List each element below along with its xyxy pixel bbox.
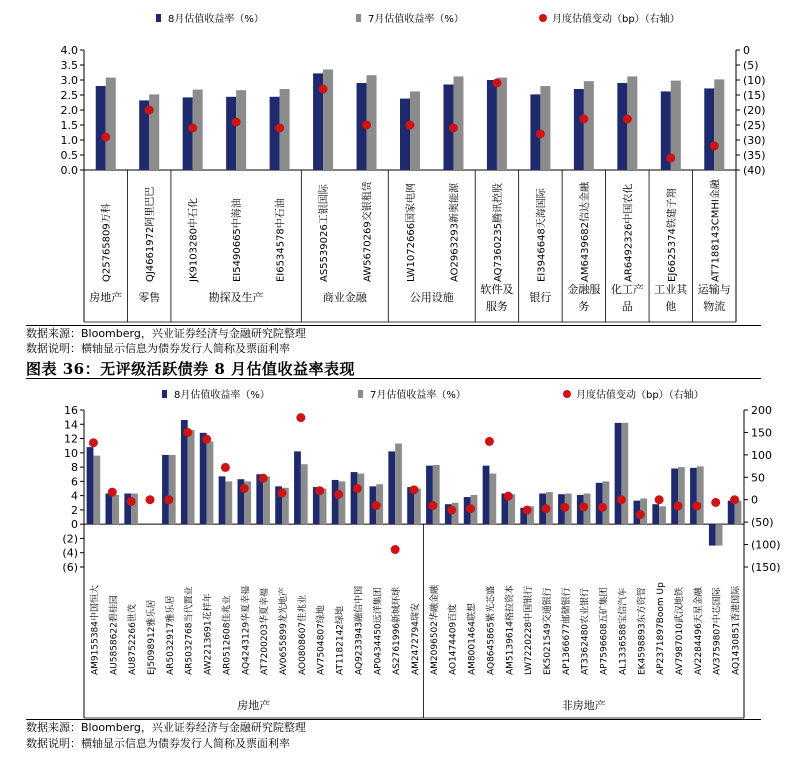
change-dot bbox=[334, 490, 343, 499]
bar-jul bbox=[323, 70, 333, 171]
bar-aug bbox=[690, 468, 697, 524]
legend-label-1: 8月估值收益率（%） bbox=[168, 14, 264, 25]
group-label: 务 bbox=[578, 300, 590, 313]
bar-aug bbox=[200, 433, 207, 524]
bar-aug bbox=[351, 472, 358, 524]
category-label: AO2963293新奥能源 bbox=[449, 182, 461, 282]
y2-tick-label: 200 bbox=[751, 404, 772, 417]
bar-jul bbox=[188, 430, 195, 524]
change-dot bbox=[183, 428, 192, 437]
category-label: AM9155384中国恒大 bbox=[90, 584, 101, 675]
bar-aug bbox=[709, 524, 716, 545]
change-dot bbox=[164, 495, 173, 504]
y-tick-label: 3.5 bbox=[60, 59, 78, 72]
change-dot bbox=[692, 501, 701, 510]
legend-swatch-1 bbox=[156, 14, 161, 22]
category-label: EJ6625374铁建子翔 bbox=[666, 188, 678, 282]
bar-aug bbox=[87, 447, 94, 524]
category-label: AV3759807中芯国际 bbox=[712, 587, 723, 675]
change-dot bbox=[188, 124, 197, 133]
category-label: AW5670269交银租赁 bbox=[362, 181, 374, 282]
category-label: AT7200203华夏幸福 bbox=[260, 587, 271, 675]
category-label: AP2371897Boom Up bbox=[656, 582, 667, 675]
bar-aug bbox=[183, 97, 193, 170]
y-tick-label: 4.0 bbox=[60, 44, 78, 57]
change-dot bbox=[221, 463, 230, 472]
bar-jul bbox=[497, 78, 507, 170]
y2-tick-label: (15) bbox=[743, 89, 766, 102]
change-dot bbox=[353, 484, 362, 493]
group-label: 服务 bbox=[485, 300, 508, 313]
y-tick-label: 3.0 bbox=[60, 74, 78, 87]
group-label: 软件及 bbox=[480, 283, 514, 296]
y2-tick-label: (5) bbox=[743, 59, 759, 72]
category-label: AR0512608佳兆业 bbox=[222, 595, 233, 675]
bar-jul bbox=[169, 455, 176, 524]
category-label: AP1366677邮储银行 bbox=[561, 587, 572, 675]
y-tick-label: 10 bbox=[64, 446, 78, 460]
change-dot bbox=[410, 485, 419, 494]
change-dot bbox=[89, 438, 98, 447]
y2-tick-label: 0 bbox=[743, 44, 750, 57]
bar-jul bbox=[735, 501, 742, 525]
change-dot bbox=[202, 435, 211, 444]
change-dot bbox=[391, 545, 400, 554]
change-dot bbox=[319, 85, 328, 94]
y2-tick-label: 50 bbox=[751, 471, 765, 485]
y2-tick-label: (100) bbox=[751, 538, 781, 552]
change-dot bbox=[127, 497, 136, 506]
category-label: AR6492326中国农化 bbox=[623, 183, 635, 282]
group-label: 品 bbox=[621, 300, 633, 313]
change-dot bbox=[598, 503, 607, 512]
bar-jul bbox=[489, 474, 496, 525]
bar-jul bbox=[410, 91, 420, 170]
category-label: EI5490665中海油 bbox=[232, 198, 244, 282]
bar-jul bbox=[207, 441, 214, 524]
change-dot bbox=[504, 492, 513, 501]
y-tick-label: 2.5 bbox=[60, 89, 78, 102]
chart2-note: 数据说明：横轴显示信息为债券发行人简称及票面利率 bbox=[26, 737, 290, 750]
category-label: AO1474409百度 bbox=[448, 603, 459, 675]
category-label: AP7596608五矿集团 bbox=[599, 587, 610, 675]
y2-tick-label: (150) bbox=[751, 561, 781, 574]
change-dot bbox=[278, 488, 287, 497]
change-dot bbox=[466, 504, 475, 513]
bar-aug bbox=[219, 476, 226, 524]
category-label: LW7220228中国银行 bbox=[524, 585, 535, 675]
category-label: AU5858622碧桂园 bbox=[109, 595, 120, 675]
legend-swatch-3 bbox=[539, 14, 547, 22]
group-label: 物流 bbox=[703, 300, 726, 313]
category-label: AV7504807绿地 bbox=[316, 605, 327, 675]
y-tick-label: (2) bbox=[62, 532, 78, 546]
bar-jul bbox=[584, 81, 594, 170]
category-label: JK9103280中石化 bbox=[188, 197, 200, 282]
group-label: 金融服 bbox=[567, 283, 601, 296]
change-dot bbox=[579, 502, 588, 511]
category-label: AT1182142绿地 bbox=[335, 605, 346, 675]
y-tick-label: 1.0 bbox=[60, 134, 78, 147]
category-label: AM6439682信达金融 bbox=[579, 181, 591, 282]
y2-tick-label: 100 bbox=[751, 448, 772, 462]
bar-jul bbox=[697, 466, 704, 524]
chart2-title: 图表 36：无评级活跃债券 8 月估值收益率表现 bbox=[26, 360, 355, 378]
bar-aug bbox=[270, 97, 280, 170]
divider-line bbox=[26, 325, 761, 326]
bar-jul bbox=[433, 465, 440, 524]
change-dot bbox=[536, 130, 545, 139]
bar-jul bbox=[678, 467, 685, 524]
bar-jul bbox=[301, 464, 308, 524]
group-label: 勘探及生产 bbox=[208, 291, 264, 304]
bar-jul bbox=[659, 506, 666, 524]
change-dot bbox=[362, 121, 371, 130]
y2-tick-label: (40) bbox=[743, 164, 766, 177]
change-dot bbox=[560, 503, 569, 512]
category-label: AU8752266世茂 bbox=[128, 604, 139, 675]
category-label: AT3362480农业银行 bbox=[580, 587, 591, 675]
y-tick-label: 0.5 bbox=[60, 149, 78, 162]
category-label: EI6534578中石油 bbox=[275, 198, 287, 282]
bar-jul bbox=[621, 423, 628, 524]
y2-tick-label: (20) bbox=[743, 104, 766, 117]
divider-line bbox=[26, 719, 761, 720]
change-dot bbox=[711, 498, 720, 507]
category-label: QJ4661972阿里巴巴 bbox=[145, 186, 157, 282]
y-tick-label: 8 bbox=[71, 461, 78, 475]
bar-jul bbox=[714, 79, 724, 170]
legend-label-2: 7月估值收益率（%） bbox=[368, 14, 464, 25]
bar-jul bbox=[225, 481, 232, 524]
category-label: AM5139614格拉资本 bbox=[505, 584, 516, 675]
bar-jul bbox=[263, 476, 270, 524]
legend-swatch-2 bbox=[358, 390, 363, 398]
category-label: AV2284496天星金融 bbox=[693, 587, 704, 675]
group-label: 他 bbox=[665, 300, 677, 313]
bar-jul bbox=[149, 94, 159, 170]
change-dot bbox=[674, 501, 683, 510]
change-dot bbox=[485, 437, 494, 446]
category-label: AQ8645865紫光芯盛 bbox=[486, 585, 497, 675]
change-dot bbox=[730, 495, 739, 504]
category-label: EK5021549交通银行 bbox=[543, 587, 553, 675]
change-dot bbox=[542, 504, 551, 513]
y-tick-label: 6 bbox=[71, 475, 78, 489]
category-label: LW1072666国家电网 bbox=[406, 182, 417, 282]
y2-tick-label: (50) bbox=[751, 516, 774, 530]
bar-aug bbox=[332, 480, 339, 524]
bar-jul bbox=[603, 481, 610, 524]
chart1-source: 数据来源：Bloomberg，兴业证券经济与金融研究院整理 bbox=[26, 327, 306, 340]
change-dot bbox=[275, 124, 284, 133]
legend-swatch-2 bbox=[356, 14, 361, 22]
y-tick-label: 12 bbox=[64, 432, 78, 446]
legend-swatch-3 bbox=[563, 390, 571, 398]
bar-aug bbox=[226, 97, 236, 170]
category-label: AL1336588宝信汽车 bbox=[618, 587, 629, 675]
y-tick-label: 1.5 bbox=[60, 119, 78, 132]
bar-jul bbox=[540, 86, 550, 170]
change-dot bbox=[666, 154, 675, 163]
category-label: AQ9233943融信中国 bbox=[354, 585, 365, 675]
divider-line bbox=[26, 378, 761, 379]
change-dot bbox=[617, 495, 626, 504]
legend-label-3: 月度估值变动（bp）（右轴） bbox=[552, 14, 680, 25]
category-label: AV0655899龙光地产 bbox=[279, 587, 289, 675]
y-tick-label: 2 bbox=[71, 503, 78, 517]
change-dot bbox=[101, 133, 110, 142]
bar-jul bbox=[112, 495, 119, 524]
y2-tick-label: 0 bbox=[751, 493, 758, 507]
change-dot bbox=[655, 495, 664, 504]
y2-tick-label: (25) bbox=[743, 119, 766, 132]
bar-jul bbox=[339, 481, 346, 524]
change-dot bbox=[710, 142, 719, 151]
category-label: AV7987010武汉地铁 bbox=[675, 587, 685, 675]
group-label: 商业金融 bbox=[322, 291, 367, 304]
change-dot bbox=[492, 79, 501, 88]
bar-aug bbox=[388, 451, 395, 524]
bar-aug bbox=[162, 455, 169, 524]
y-tick-label: 0.0 bbox=[60, 164, 78, 177]
change-dot bbox=[447, 506, 456, 515]
change-dot bbox=[296, 413, 305, 422]
bar-aug bbox=[483, 466, 490, 525]
category-label: AQ4243129华夏幸福 bbox=[241, 585, 252, 675]
change-dot bbox=[623, 115, 632, 124]
category-label: AR5032768当代置业 bbox=[184, 586, 195, 675]
change-dot bbox=[428, 501, 437, 510]
group-label: 零售 bbox=[138, 291, 161, 304]
y-tick-label: (6) bbox=[62, 561, 78, 574]
category-label: Q25765809万科 bbox=[101, 203, 113, 282]
change-dot bbox=[145, 106, 154, 115]
bar-aug bbox=[574, 89, 584, 170]
category-label: AS2761996新城环球 bbox=[392, 587, 403, 675]
bar-aug bbox=[400, 99, 410, 170]
change-dot bbox=[315, 486, 324, 495]
chart1-note: 数据说明：横轴显示信息为债券发行人简称及票面利率 bbox=[26, 342, 290, 355]
y2-tick-label: 150 bbox=[751, 426, 772, 440]
category-label: AT7188143CMHI金融 bbox=[710, 179, 722, 282]
group-label: 非房地产 bbox=[561, 699, 606, 712]
y-tick-label: 0 bbox=[71, 518, 78, 532]
bar-aug bbox=[294, 451, 301, 524]
group-label: 公用设施 bbox=[409, 291, 454, 304]
bar-aug bbox=[615, 423, 622, 524]
legend-swatch-1 bbox=[162, 390, 167, 398]
y-tick-label: (4) bbox=[62, 546, 78, 560]
bar-jul bbox=[357, 474, 364, 525]
change-dot bbox=[372, 501, 381, 510]
change-dot bbox=[579, 115, 588, 124]
y-tick-label: 16 bbox=[64, 404, 78, 417]
y-tick-label: 2.0 bbox=[60, 104, 78, 117]
bar-aug bbox=[671, 469, 678, 525]
category-label: AW2213691花样年 bbox=[203, 593, 214, 675]
bar-aug bbox=[728, 501, 735, 525]
bar-jul bbox=[106, 78, 116, 170]
group-label: 工业其 bbox=[654, 283, 688, 296]
y-tick-label: 4 bbox=[71, 489, 78, 503]
change-dot bbox=[406, 121, 415, 130]
bar-aug bbox=[426, 466, 433, 525]
bar-aug bbox=[617, 83, 627, 170]
change-dot bbox=[449, 124, 458, 133]
bar-aug bbox=[704, 88, 714, 170]
chart2-source: 数据来源：Bloomberg，兴业证券经济与金融研究院整理 bbox=[26, 721, 306, 734]
category-label: AM2096502华融金融 bbox=[429, 584, 440, 675]
y-tick-label: 14 bbox=[64, 418, 78, 432]
category-label: AO0808607佳兆业 bbox=[297, 594, 308, 675]
category-label: AS5539026工银国际 bbox=[319, 184, 331, 282]
category-label: EJ5098912雅乐居 bbox=[147, 599, 157, 675]
bar-jul bbox=[236, 90, 246, 170]
category-label: EK4598893东方资管 bbox=[637, 587, 648, 675]
bar-aug bbox=[105, 493, 112, 524]
change-dot bbox=[523, 506, 532, 515]
group-label: 化工产 bbox=[610, 283, 644, 296]
group-label: 银行 bbox=[529, 291, 552, 304]
bar-aug bbox=[96, 86, 106, 170]
y2-tick-label: (10) bbox=[743, 74, 766, 87]
category-label: AP0434450远洋集团 bbox=[373, 587, 384, 675]
category-label: AR5032917雅乐居 bbox=[165, 595, 176, 675]
group-label: 房地产 bbox=[89, 291, 123, 304]
y2-tick-label: (30) bbox=[743, 134, 766, 147]
category-label: AQ7360235腾讯控股 bbox=[492, 182, 504, 282]
group-label: 房地产 bbox=[237, 699, 271, 712]
category-label: AM8001464联想 bbox=[467, 602, 478, 675]
category-label: AQ1430851香港国际 bbox=[731, 585, 742, 675]
change-dot bbox=[108, 488, 117, 497]
bar-aug bbox=[487, 80, 497, 170]
group-label: 运输与 bbox=[697, 283, 731, 296]
legend-label-2: 7月估值收益率（%） bbox=[370, 390, 466, 401]
category-label: AM2472794瑞安 bbox=[411, 602, 421, 675]
bar-jul bbox=[395, 444, 402, 525]
bar-jul bbox=[93, 456, 100, 525]
change-dot bbox=[240, 484, 249, 493]
bar-aug bbox=[652, 504, 659, 524]
legend-label-1: 8月估值收益率（%） bbox=[174, 390, 270, 401]
change-dot bbox=[232, 118, 241, 127]
legend-label-3: 月度估值变动（bp）（右轴） bbox=[576, 390, 704, 401]
y2-tick-label: (35) bbox=[743, 149, 766, 162]
bar-jul bbox=[453, 76, 463, 170]
change-dot bbox=[146, 495, 155, 504]
bar-jul bbox=[716, 524, 723, 545]
change-dot bbox=[259, 474, 268, 483]
category-label: EI3946648天海国际 bbox=[536, 188, 548, 282]
chart-unrated-bonds bbox=[0, 380, 789, 720]
chart-rated-bonds bbox=[0, 0, 789, 330]
change-dot bbox=[636, 510, 645, 519]
